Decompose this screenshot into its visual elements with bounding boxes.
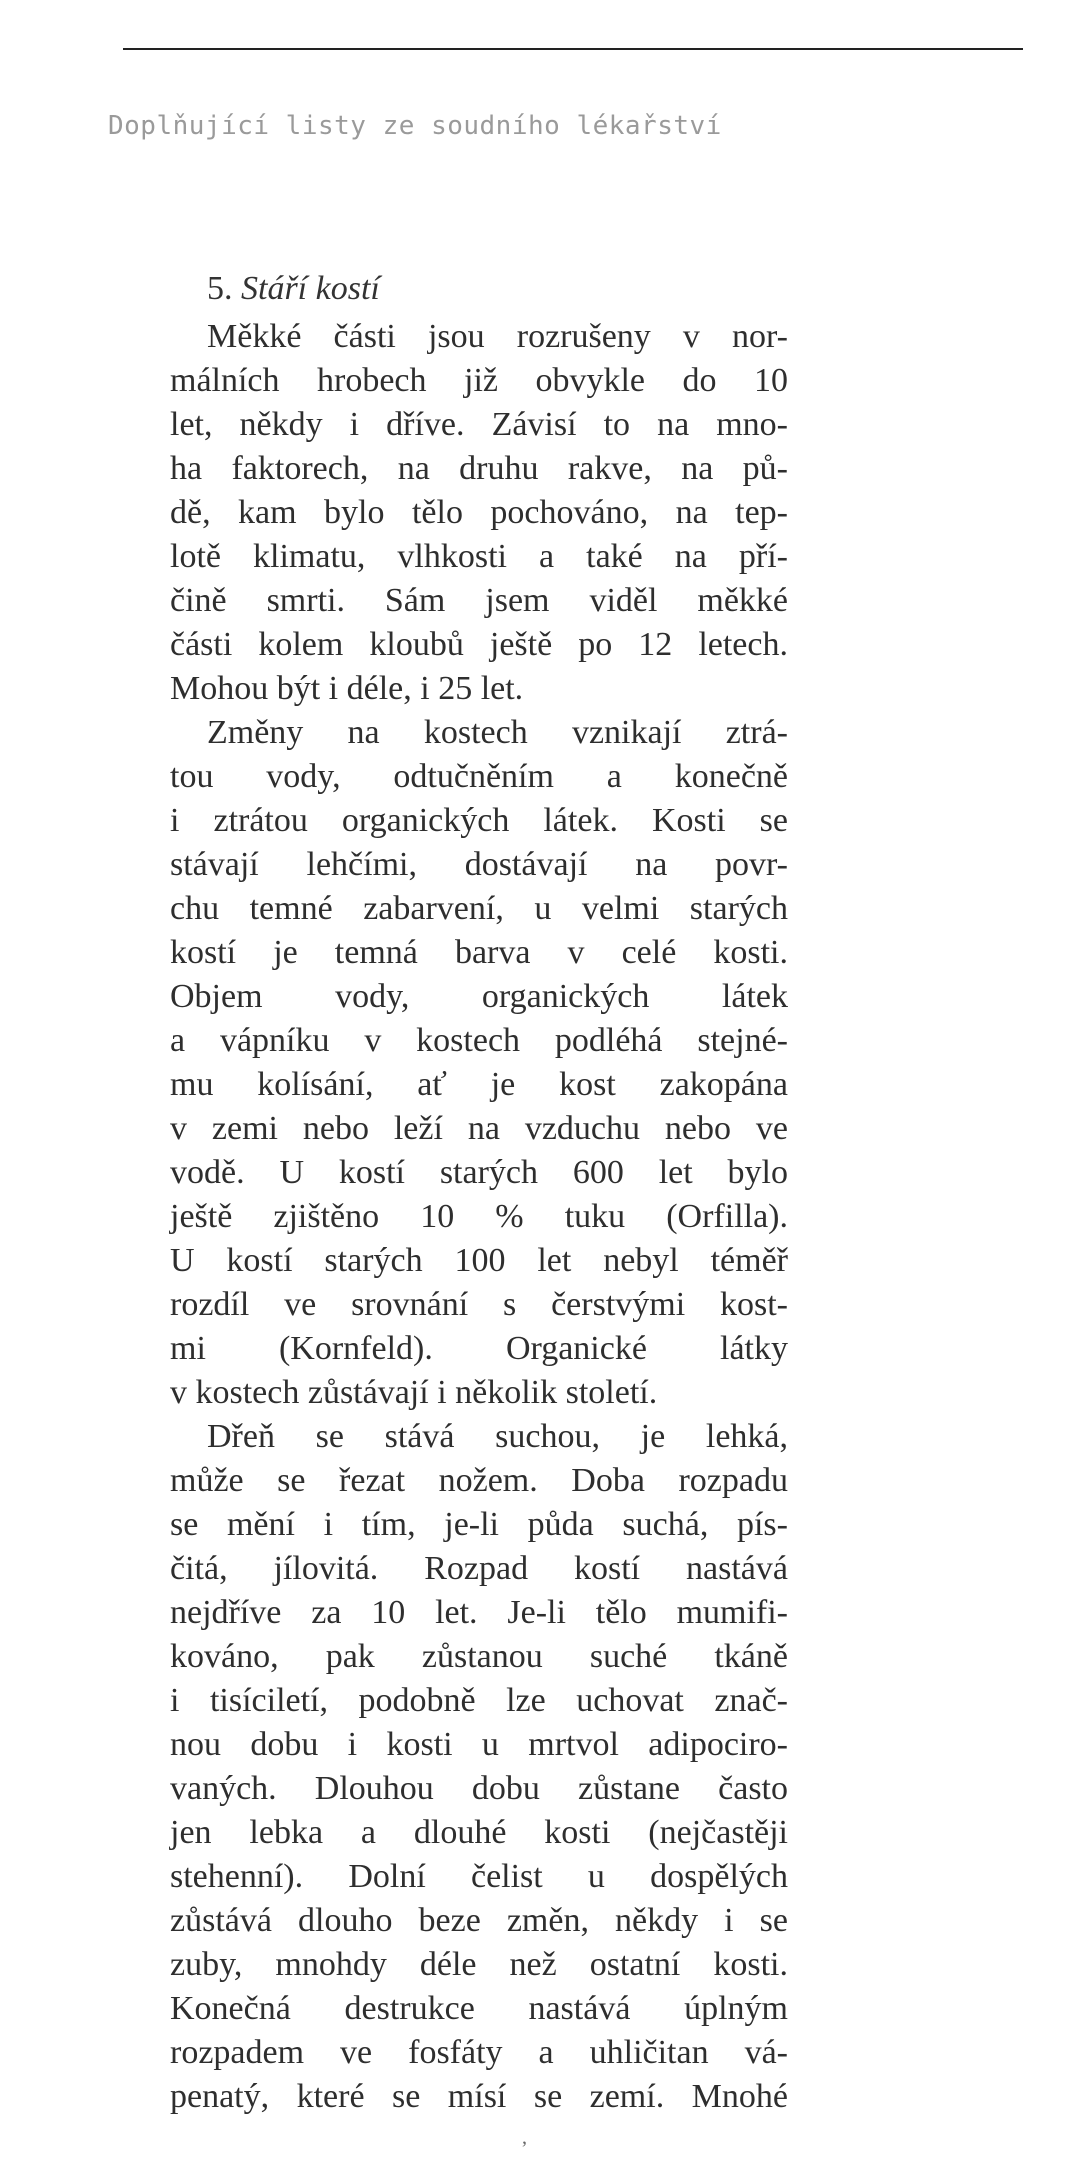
text-line: Objem vody, organických látek bbox=[170, 978, 788, 1015]
text-line: let, někdy i dříve. Závisí to na mno- bbox=[170, 406, 788, 443]
text-line: nou dobu i kosti u mrtvol adipociro- bbox=[170, 1726, 788, 1763]
text-line: vaných. Dlouhou dobu zůstane často bbox=[170, 1770, 788, 1807]
section-title bbox=[207, 270, 380, 308]
text-line: i tisíciletí, podobně lze uchovat znač- bbox=[170, 1682, 788, 1719]
text-line: čitá, jílovitá. Rozpad kostí nastává bbox=[170, 1550, 788, 1587]
text-line: v zemi nebo leží na vzduchu nebo ve bbox=[170, 1110, 788, 1147]
text-line: mu kolísání, ať je kost zakopána bbox=[170, 1066, 788, 1103]
text-line: málních hrobech již obvykle do 10 bbox=[170, 362, 788, 399]
text-line: lotě klimatu, vlhkosti a také na pří- bbox=[170, 538, 788, 575]
text-line: i ztrátou organických látek. Kosti se bbox=[170, 802, 788, 839]
text-line: penatý, které se mísí se zemí. Mnohé bbox=[170, 2078, 788, 2115]
top-rule bbox=[123, 48, 1023, 50]
text-line: kostí je temná barva v celé kosti. bbox=[170, 934, 788, 971]
text-line: U kostí starých 100 let nebyl téměř bbox=[170, 1242, 788, 1279]
text-line: stehenní). Dolní čelist u dospělých bbox=[170, 1858, 788, 1895]
text-line: rozdíl ve srovnání s čerstvými kost- bbox=[170, 1286, 788, 1323]
text-line: zuby, mnohdy déle než ostatní kosti. bbox=[170, 1946, 788, 1983]
text-line: Změny na kostech vznikají ztrá- bbox=[207, 714, 788, 751]
text-line: a vápníku v kostech podléhá stejné- bbox=[170, 1022, 788, 1059]
section-name: Stáří kostí bbox=[241, 270, 380, 307]
text-line: může se řezat nožem. Doba rozpadu bbox=[170, 1462, 788, 1499]
text-line: Mohou být i déle, i 25 let. bbox=[170, 670, 524, 707]
text-line: tou vody, odtučněním a konečně bbox=[170, 758, 788, 795]
text-line: Měkké části jsou rozrušeny v nor- bbox=[207, 318, 788, 355]
section-number: 5. bbox=[207, 270, 233, 307]
text-line: Dřeň se stává suchou, je lehká, bbox=[207, 1418, 788, 1455]
text-line: mi (Kornfeld). Organické látky bbox=[170, 1330, 788, 1367]
text-line: vodě. U kostí starých 600 let bylo bbox=[170, 1154, 788, 1191]
text-line: ha faktorech, na druhu rakve, na pů- bbox=[170, 450, 788, 487]
text-line: v kostech zůstávají i několik století. bbox=[170, 1374, 658, 1411]
text-line: Konečná destrukce nastává úplným bbox=[170, 1990, 788, 2027]
running-header: Doplňující listy ze soudního lékařství bbox=[108, 111, 722, 141]
text-line: nejdříve za 10 let. Je-li tělo mumifi- bbox=[170, 1594, 788, 1631]
text-line: chu temné zabarvení, u velmi starých bbox=[170, 890, 788, 927]
text-line: se mění i tím, je-li půda suchá, pís- bbox=[170, 1506, 788, 1543]
text-line: zůstává dlouho beze změn, někdy i se bbox=[170, 1902, 788, 1939]
text-line: stávají lehčími, dostávají na povr- bbox=[170, 846, 788, 883]
text-line: kováno, pak zůstanou suché tkáně bbox=[170, 1638, 788, 1675]
stray-mark: ʼ bbox=[521, 2138, 528, 2160]
text-line: části kolem kloubů ještě po 12 letech. bbox=[170, 626, 788, 663]
text-line: rozpadem ve fosfáty a uhličitan vá- bbox=[170, 2034, 788, 2071]
text-line: jen lebka a dlouhé kosti (nejčastěji bbox=[170, 1814, 788, 1851]
text-line: čině smrti. Sám jsem viděl měkké bbox=[170, 582, 788, 619]
text-line: ještě zjištěno 10 % tuku (Orfilla). bbox=[170, 1198, 788, 1235]
text-line: dě, kam bylo tělo pochováno, na tep- bbox=[170, 494, 788, 531]
